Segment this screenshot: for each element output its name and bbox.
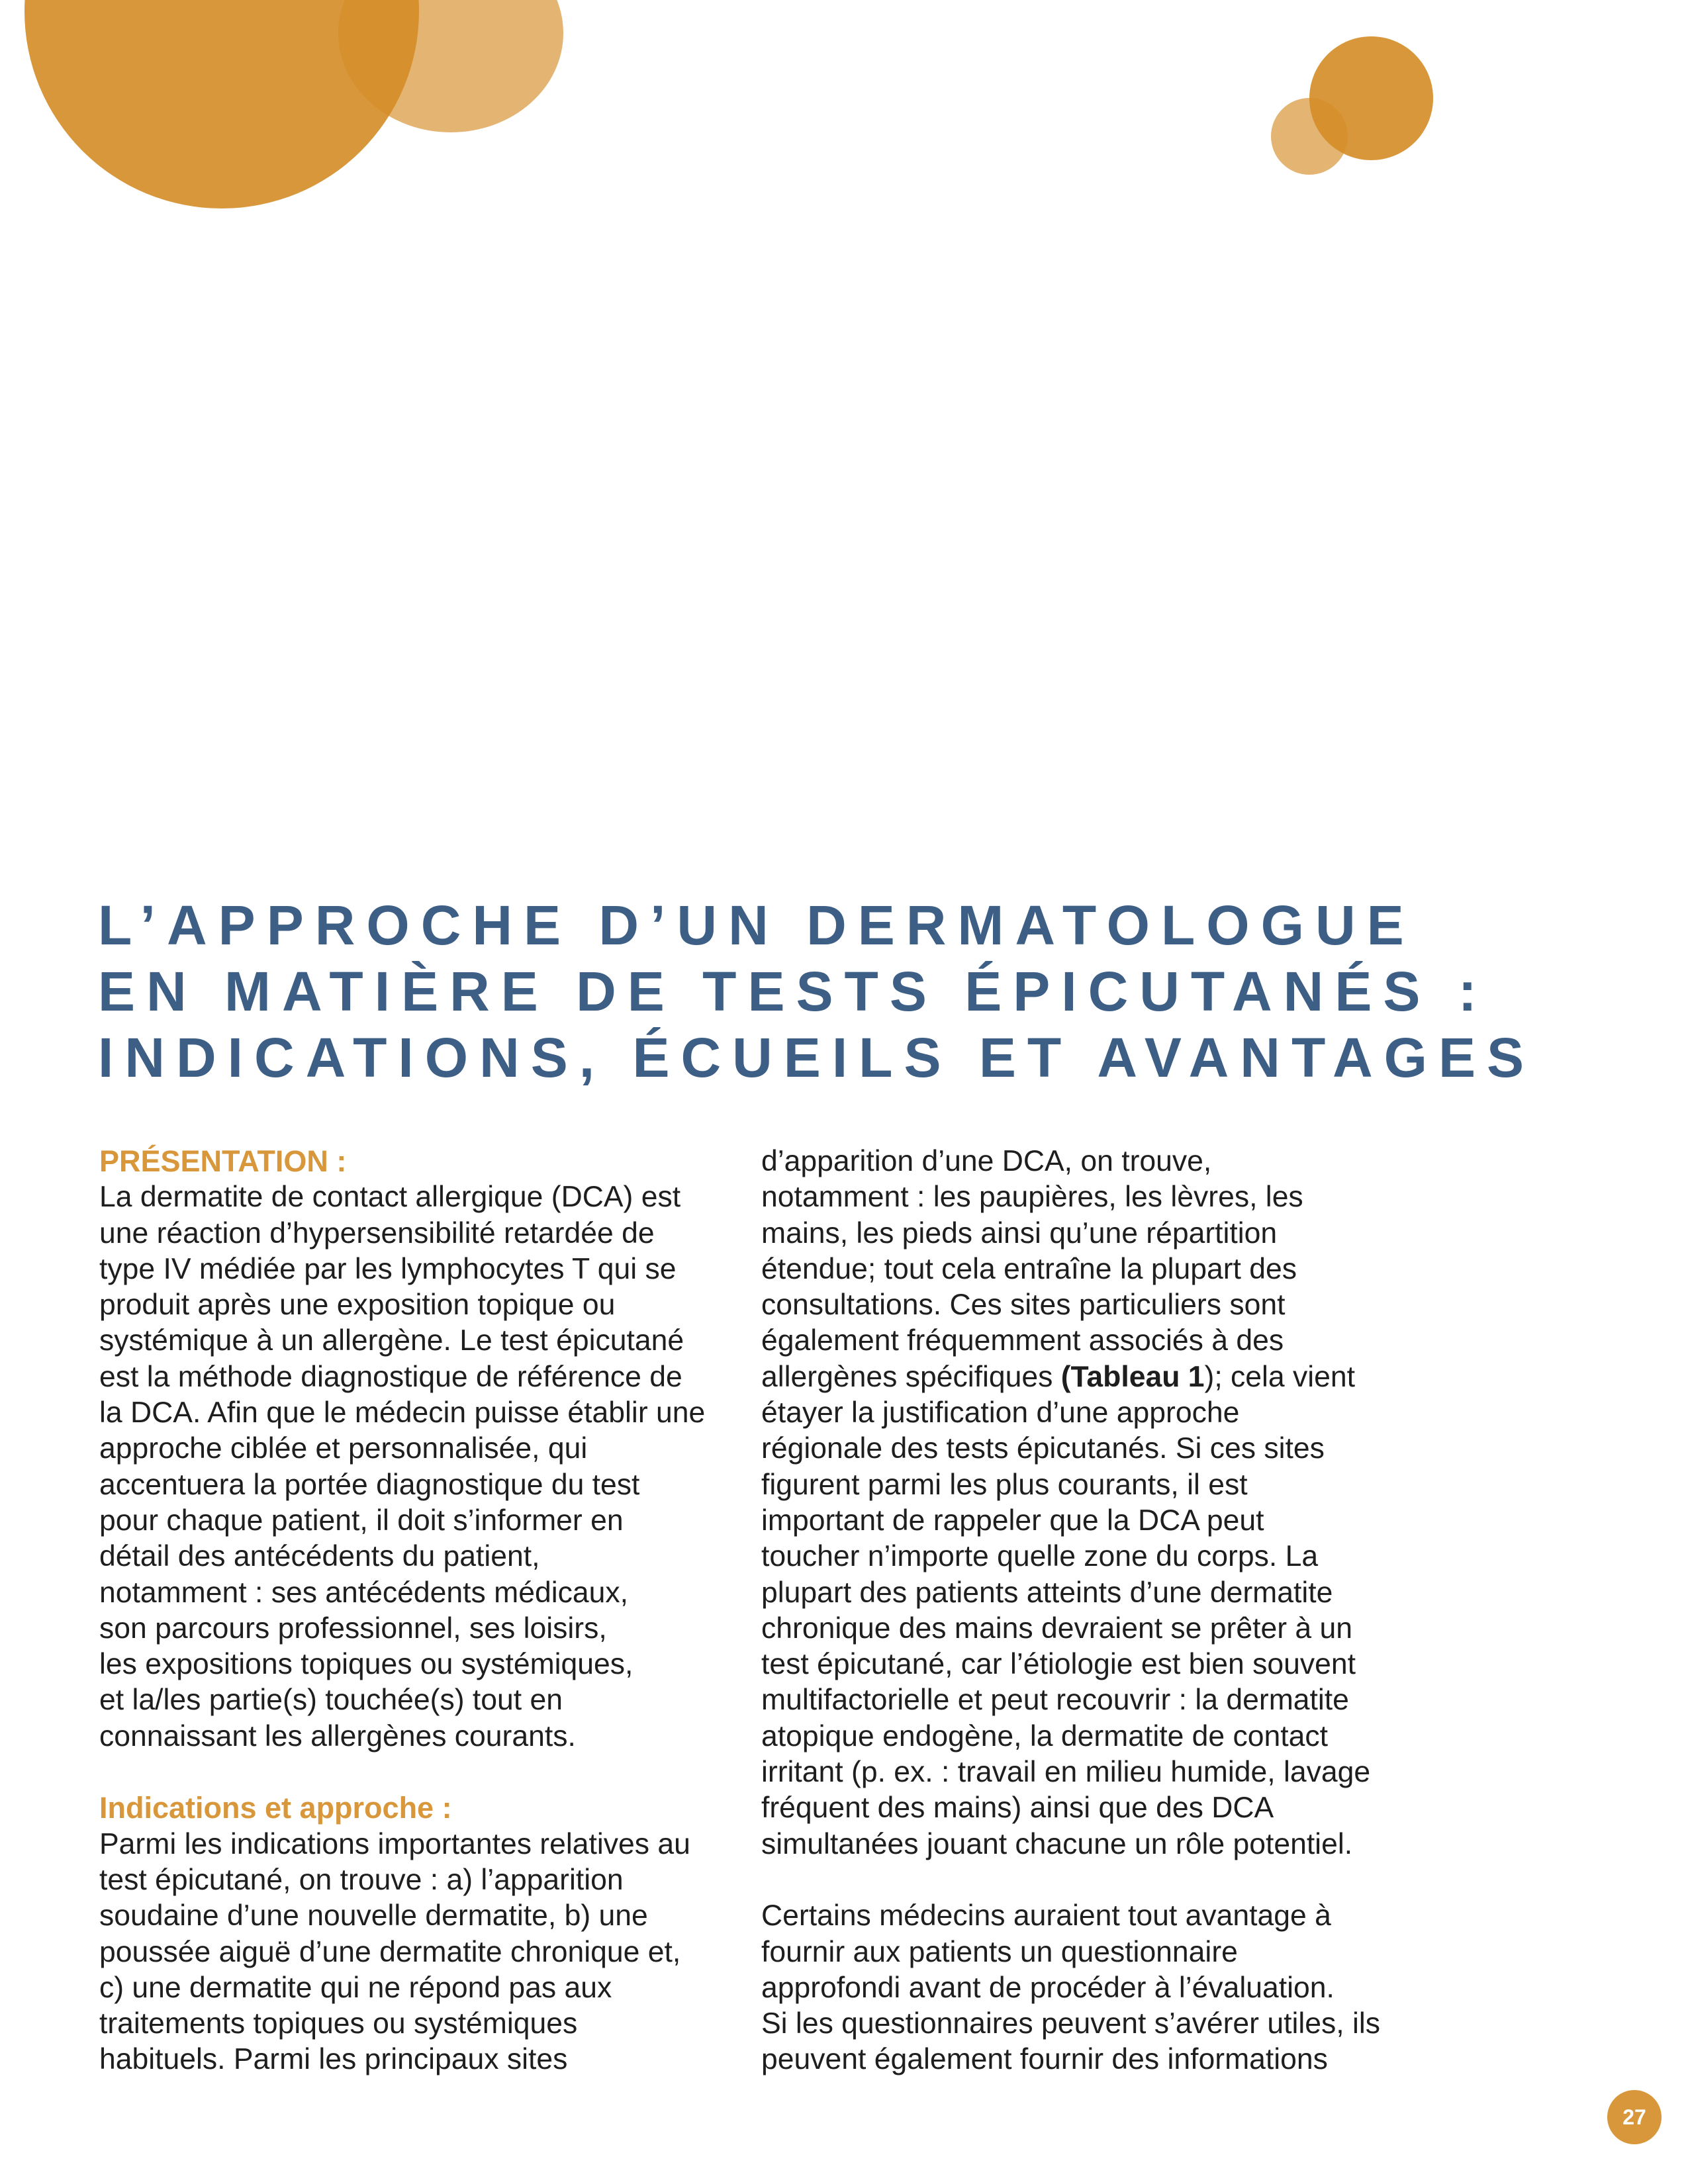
text-line: Certains médecins auraient tout avantage à: [761, 1899, 1331, 1933]
section-heading-indications: Indications et approche :: [99, 1791, 452, 1825]
text-line: peuvent également fournir des informations: [761, 2043, 1328, 2076]
decorative-circle-top-right-small: [1271, 98, 1348, 175]
text-line: La dermatite de contact allergique (DCA) est: [99, 1181, 681, 1214]
text-line: approfondi avant de procéder à l’évaluation.: [761, 1971, 1335, 2004]
paragraph-gap: [99, 1754, 761, 1790]
text-line: mains, les pieds ainsi qu’une répartition: [761, 1216, 1278, 1250]
text-line: irritant (p. ex. : travail en milieu humide, lavage: [761, 1756, 1371, 1789]
text-line: test épicutané, on trouve : a) l’apparition: [99, 1863, 624, 1896]
table-reference: (Tableau 1: [1060, 1360, 1205, 1393]
text-line: produit après une exposition topique ou: [99, 1289, 616, 1322]
paragraph-gap: [761, 1862, 1423, 1898]
text-line: notamment : ses antécédents médicaux,: [99, 1576, 628, 1609]
text-line: simultanées jouant chacune un rôle potentiel.: [761, 1827, 1353, 1860]
title-line: L’APPROCHE D’UN DERMATOLOGUE: [98, 894, 1415, 956]
text-line: multifactorielle et peut recouvrir : la dermatite: [761, 1684, 1349, 1717]
text-line: accentuera la portée diagnostique du test: [99, 1468, 640, 1501]
text-line: chronique des mains devraient se prêter à un: [761, 1612, 1352, 1645]
page-number-badge: 27: [1607, 2090, 1662, 2144]
text-line: test épicutané, car l’étiologie est bien souvent: [761, 1648, 1356, 1681]
title-line: INDICATIONS, ÉCUEILS ET AVANTAGES: [98, 1026, 1536, 1089]
text-line: la DCA. Afin que le médecin puisse établir une: [99, 1396, 706, 1430]
text-line: les expositions topiques ou systémiques,: [99, 1648, 633, 1681]
text-line: connaissant les allergènes courants.: [99, 1719, 576, 1752]
text-line: systémique à un allergène. Le test épicutané: [99, 1324, 684, 1357]
text-line: son parcours professionnel, ses loisirs,: [99, 1612, 607, 1645]
left-column: [99, 1144, 761, 2078]
text-line: d’apparition d’une DCA, on trouve,: [761, 1145, 1212, 1177]
text-line: c) une dermatite qui ne répond pas aux: [99, 1971, 612, 2004]
paragraph-presentation: [99, 1179, 761, 1754]
text-line: également fréquemment associés à des: [761, 1324, 1284, 1357]
text-line: type IV médiée par les lymphocytes T qui se: [99, 1252, 677, 1285]
text-line: consultations. Ces sites particuliers sont: [761, 1289, 1286, 1322]
section-heading-presentation: PRÉSENTATION :: [99, 1144, 347, 1178]
text-line: et la/les partie(s) touchée(s) tout en: [99, 1684, 563, 1717]
paragraph-indications: [99, 1827, 761, 2078]
text-line: régionale des tests épicutanés. Si ces sites: [761, 1432, 1325, 1465]
text-line: fréquent des mains) ainsi que des DCA: [761, 1792, 1274, 1825]
text-line: étendue; tout cela entraîne la plupart des: [761, 1252, 1297, 1285]
text-line: poussée aiguë d’une dermatite chronique et,: [99, 1935, 681, 1968]
text-line: Parmi les indications importantes relatives au: [99, 1827, 690, 1860]
text-line: notamment : les paupières, les lèvres, les: [761, 1181, 1303, 1214]
text-line: figurent parmi les plus courants, il est: [761, 1468, 1248, 1501]
text-line: [761, 1359, 1423, 1395]
text-line: atopique endogène, la dermatite de contact: [761, 1719, 1329, 1752]
text-line: toucher n’importe quelle zone du corps. La: [761, 1540, 1319, 1573]
text-line: détail des antécédents du patient,: [99, 1540, 540, 1573]
text-line: une réaction d’hypersensibilité retardée de: [99, 1216, 655, 1250]
text-line: pour chaque patient, il doit s’informer en: [99, 1504, 624, 1537]
text-line: soudaine d’une nouvelle dermatite, b) une: [99, 1899, 648, 1933]
right-column: [761, 1144, 1423, 2078]
text-line: habituels. Parmi les principaux sites: [99, 2043, 568, 2076]
title-line: EN MATIÈRE DE TESTS ÉPICUTANÉS :: [98, 960, 1488, 1023]
text-line: approche ciblée et personnalisée, qui: [99, 1432, 588, 1465]
text-line: est la méthode diagnostique de référence de: [99, 1360, 682, 1393]
text-line: Si les questionnaires peuvent s’avérer utiles, ils: [761, 2007, 1380, 2040]
paragraph-questionnaire: [761, 1898, 1423, 2077]
text-line: traitements topiques ou systémiques: [99, 2007, 578, 2040]
text-line: étayer la justification d’une approche: [761, 1396, 1240, 1430]
text-fragment: ); cela vient: [1204, 1360, 1356, 1393]
text-line: fournir aux patients un questionnaire: [761, 1935, 1238, 1968]
page-title: [98, 892, 1620, 1091]
text-fragment: allergènes spécifiques: [761, 1360, 1061, 1393]
text-line: plupart des patients atteints d’une dermatite: [761, 1576, 1333, 1609]
text-line: important de rappeler que la DCA peut: [761, 1504, 1264, 1537]
paragraph-sites: [761, 1144, 1423, 1862]
